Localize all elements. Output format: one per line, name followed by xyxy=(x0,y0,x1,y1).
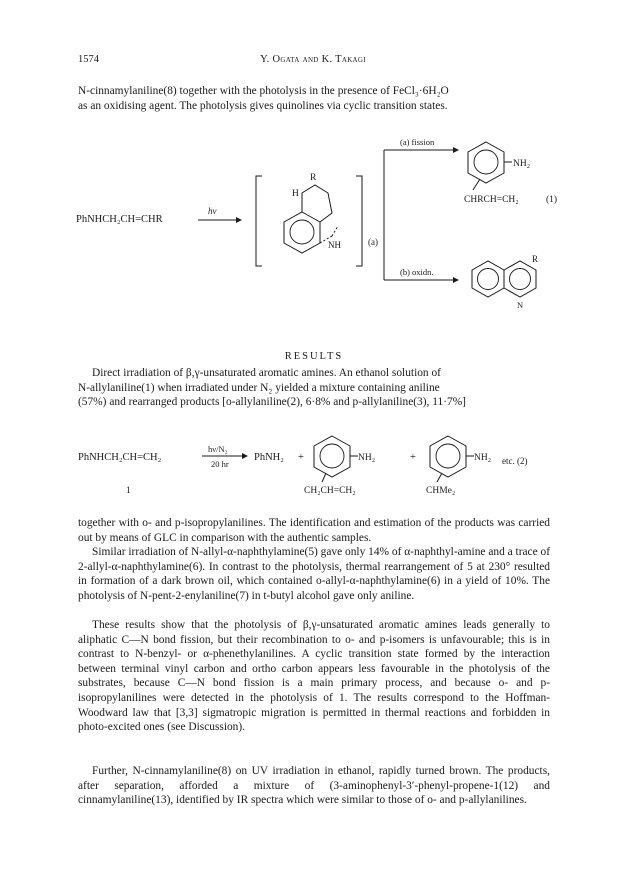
ortho-sub-label: CH₂CH=CH₂ xyxy=(304,486,356,496)
fission-label: (a) fission xyxy=(400,137,435,147)
running-title: Y. Ogata and K. Takagi xyxy=(260,54,366,65)
ortho-product-ring xyxy=(314,436,350,477)
ortho-sub-bond xyxy=(322,473,326,482)
scheme1-hv: hν xyxy=(208,206,217,216)
ts-benzene-ring xyxy=(284,212,320,253)
results-line-2: N-allylaniline(1) when irradiated under N₂ yielded a mixture containing aniline xyxy=(78,381,440,394)
equation-1-number: (1) xyxy=(546,195,558,205)
intro-line-2: as an oxidising agent. The photolysis gives quinolines via cyclic transition states. xyxy=(78,99,448,112)
quinoline-ring-a xyxy=(472,261,504,297)
ts-h-label: H xyxy=(292,189,299,199)
body-paragraph-3: These results show that the photolysis of β,γ-unsaturated aromatic amines leads generally to aliphatic C—N bond fission, but their recombination to o- and p-isomers is unfavourable; this is in contrast to N-benzyl- or α-phenethylanilines. A cyclic transition state formed by the interaction between terminal vinyl carbon and ortho carbon appears less favourable in the photolysis of the substrates, because C—N bond fission is a main primary process, and because o- and p-isopropylanilines were detected in the photolysis of 1. The results correspond to the Hoffman-Woodward law that [3,3] sigmatropic migration is permitted in thermal reactions and forbidden in photo-excited ones (see Discussion). xyxy=(78,619,550,734)
page-header xyxy=(78,54,548,68)
results-paragraph xyxy=(78,366,550,410)
scheme1-arrowhead xyxy=(236,217,242,223)
ts-nh-bond xyxy=(332,226,338,236)
isopropyl-product-circle xyxy=(436,444,460,468)
results-line-1: Direct irradiation of β,γ-unsaturated aromatic amines. An ethanol solution of xyxy=(92,367,441,379)
body-paragraph-2: Similar irradiation of N-allyl-α-naphthylamine(5) gave only 14% of α-naphthyl-amine and a trace of 2-allyl-α-naphthylamine(6). In contrast to the photolysis, thermal rearrangement of 5 at 230° resulted in formation of a dark brown oil, which contained o-allyl-α-naphthylamine(6) in a yield of 10%. The photolysis of N-pent-2-enylaniline(7) in t-butyl alcohol gave only aniline. xyxy=(78,546,550,602)
product-aniline-circle xyxy=(474,150,498,174)
product-nh2-label: NH₂ xyxy=(513,159,531,169)
isopropyl-product-ring xyxy=(430,436,466,477)
ts-r-label: R xyxy=(310,173,317,183)
scheme2-product1: PhNH₂ xyxy=(254,452,284,463)
quinoline-r-label: R xyxy=(532,254,539,264)
product-sub-bond xyxy=(473,179,480,190)
ortho-product-circle xyxy=(320,444,344,468)
scheme1-reactant: PhNHCH₂CH=CHR xyxy=(76,214,163,225)
quinoline-ring-b xyxy=(504,261,536,297)
scheme2-arrowhead xyxy=(242,453,248,459)
product-chrch-label: CHRCH=CH₂ xyxy=(464,195,519,205)
compound-1-label: 1 xyxy=(126,486,131,496)
quinoline-n-label: N xyxy=(517,300,524,310)
ts-aromatic-circle xyxy=(290,220,314,244)
reaction-scheme-2 xyxy=(70,416,570,508)
ts-nh-label: NH xyxy=(328,240,341,250)
intro-line-1: N-cinnamylaniline(8) together with the photolysis in the presence of FeCl₃·6H₂O xyxy=(78,85,449,97)
results-line-3: (57%) and rearranged products [o-allylaniline(2), 6·8% and p-allylaniline(3), 11·7%] xyxy=(78,396,466,409)
right-bracket xyxy=(356,176,362,266)
reaction-scheme-1 xyxy=(70,130,570,328)
body-paragraph-4: Further, N-cinnamylaniline(8) on UV irradiation in ethanol, rapidly turned brown. The products, after separation, afforded a mixture of (3-aminophenyl-3′-phenyl-propene-1(12) and cinnamylaniline(13), identified by IR spectra which were similar to those of o- and p-allylanilines. xyxy=(78,765,550,807)
quinoline-circle-b xyxy=(510,269,531,290)
ts-fused-ring xyxy=(302,185,332,222)
scheme2-reactant: PhNHCH₂CH=CH₂ xyxy=(78,452,162,463)
ts-branch-label: (a) xyxy=(368,237,378,247)
scheme2-condition-top: hν/N₂ xyxy=(208,444,228,454)
results-heading: RESULTS xyxy=(284,351,344,362)
scheme2-plus-2: + xyxy=(410,452,416,463)
product-aniline-ring xyxy=(468,142,504,183)
isopropyl-sub-bond xyxy=(437,473,442,482)
oxidn-label: (b) oxidn. xyxy=(400,267,434,277)
equation-2-number: etc. (2) xyxy=(502,456,528,466)
body-paragraph-1: together with o- and p-isopropylanilines. The identification and estimation of the products was carried out by means of GLC in comparison with the authentic samples. xyxy=(78,517,550,544)
page-number: 1574 xyxy=(78,54,99,65)
left-bracket xyxy=(256,176,262,266)
quinoline-circle-a xyxy=(478,269,499,290)
ortho-nh2-label: NH₂ xyxy=(358,453,376,463)
isopropyl-nh2-label: NH₂ xyxy=(474,453,492,463)
branch-bottom-arrowhead xyxy=(453,277,459,283)
scheme2-condition-bottom: 20 hr xyxy=(211,459,229,469)
isopropyl-sub-label: CHMe₂ xyxy=(426,486,456,496)
scheme2-plus-1: + xyxy=(298,452,304,463)
branch-top-arrowhead xyxy=(453,147,459,153)
intro-paragraph xyxy=(78,84,550,113)
